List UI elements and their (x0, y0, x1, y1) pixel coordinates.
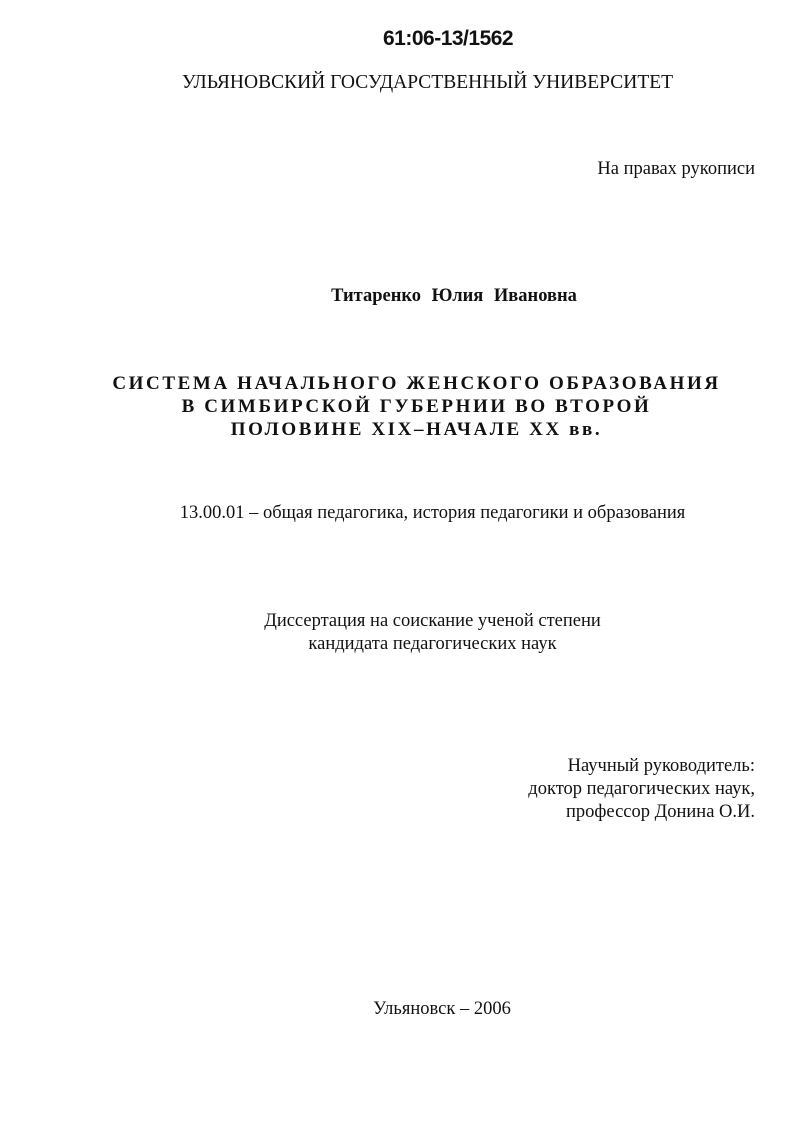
degree-line: кандидата педагогических наук (308, 634, 557, 654)
specialty-code: 13.00.01 – общая педагогика, история педагогики и образования (179, 503, 686, 523)
university-name: УЛЬЯНОВСКИЙ ГОСУДАРСТВЕННЫЙ УНИВЕРСИТЕТ (181, 72, 674, 93)
scientific-advisor (528, 755, 755, 824)
catalog-number: 61:06-13/1562 (383, 27, 514, 50)
degree-line: Диссертация на соискание ученой степени (264, 611, 601, 631)
dissertation-title (0, 372, 793, 441)
degree-statement (0, 610, 793, 656)
author-name: Титаренко Юлия Ивановна (331, 286, 577, 306)
city-year: Ульяновск – 2006 (373, 999, 511, 1019)
rights-note: На правах рукописи (597, 159, 755, 179)
advisor-line: Научный руководитель: (567, 756, 755, 776)
advisor-line: профессор Донина О.И. (566, 802, 755, 822)
advisor-line: доктор педагогических наук, (528, 779, 755, 799)
title-line: ПОЛОВИНЕ XIX–НАЧАЛЕ XX вв. (230, 419, 603, 440)
title-line: В СИМБИРСКОЙ ГУБЕРНИИ ВО ВТОРОЙ (181, 396, 652, 417)
title-line: СИСТЕМА НАЧАЛЬНОГО ЖЕНСКОГО ОБРАЗОВАНИЯ (112, 373, 721, 394)
